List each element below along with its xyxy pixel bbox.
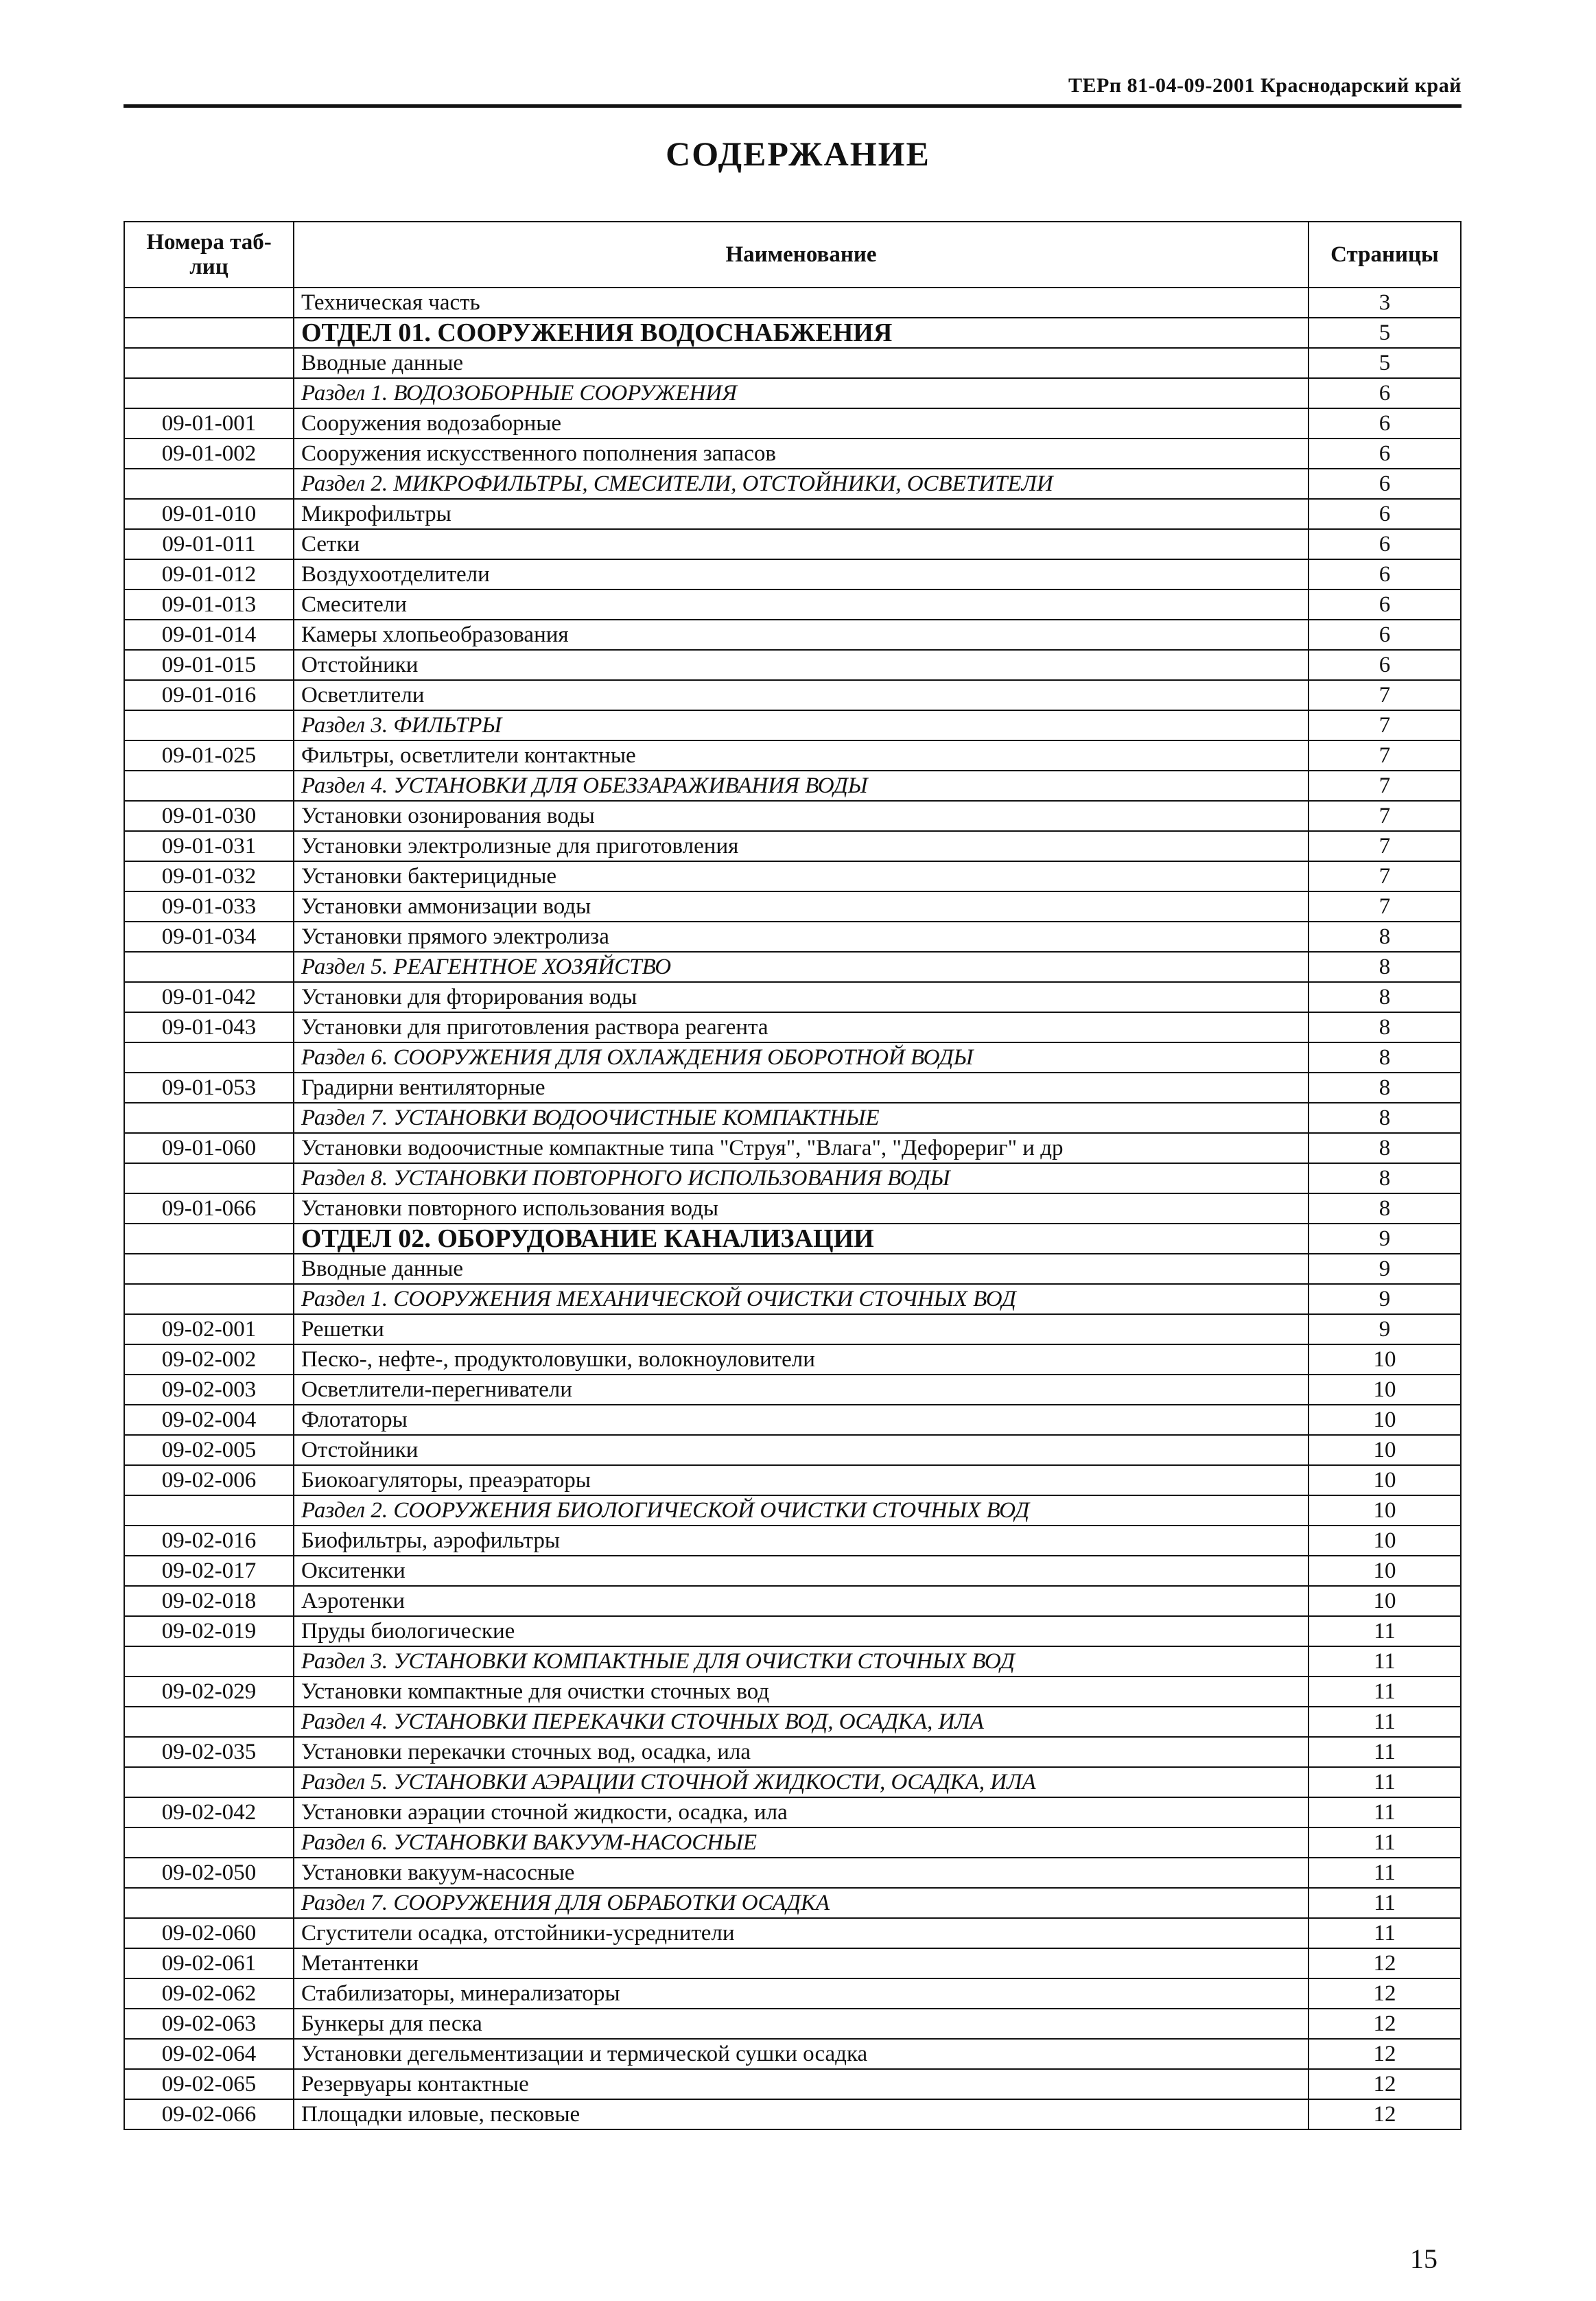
page-cell: 6 bbox=[1309, 589, 1461, 620]
table-number-cell bbox=[124, 469, 294, 499]
table-number-cell bbox=[124, 952, 294, 982]
page-cell: 5 bbox=[1309, 318, 1461, 348]
table-row bbox=[124, 529, 1461, 559]
name-cell: Микрофильтры bbox=[294, 499, 1309, 529]
table-number-cell bbox=[124, 1646, 294, 1677]
table-row bbox=[124, 1375, 1461, 1405]
name-cell: Установки дегельментизации и термической сушки осадка bbox=[294, 2039, 1309, 2069]
section-row bbox=[124, 1767, 1461, 1797]
section-row bbox=[124, 1888, 1461, 1918]
table-number-cell: 09-01-034 bbox=[124, 922, 294, 952]
name-cell: Раздел 1. ВОДОЗОБОРНЫЕ СООРУЖЕНИЯ bbox=[294, 378, 1309, 408]
page-cell: 9 bbox=[1309, 1284, 1461, 1314]
table-number-cell: 09-01-030 bbox=[124, 801, 294, 831]
table-row bbox=[124, 559, 1461, 589]
table-row bbox=[124, 1133, 1461, 1163]
page-cell: 8 bbox=[1309, 982, 1461, 1012]
column-header-name: Наименование bbox=[294, 222, 1309, 288]
table-number-cell: 09-02-001 bbox=[124, 1314, 294, 1344]
table-row bbox=[124, 589, 1461, 620]
name-cell: Окситенки bbox=[294, 1556, 1309, 1586]
name-cell: Техническая часть bbox=[294, 288, 1309, 318]
name-cell: Вводные данные bbox=[294, 1254, 1309, 1284]
name-cell: Сооружения водозаборные bbox=[294, 408, 1309, 439]
table-number-cell: 09-02-062 bbox=[124, 1978, 294, 2009]
table-number-cell: 09-01-060 bbox=[124, 1133, 294, 1163]
table-row bbox=[124, 1737, 1461, 1767]
table-row bbox=[124, 1465, 1461, 1495]
table-number-cell: 09-01-013 bbox=[124, 589, 294, 620]
name-cell: Флотаторы bbox=[294, 1405, 1309, 1435]
table-number-cell: 09-02-019 bbox=[124, 1616, 294, 1646]
name-cell: Осветлители-перегниватели bbox=[294, 1375, 1309, 1405]
name-cell: Раздел 4. УСТАНОВКИ ПЕРЕКАЧКИ СТОЧНЫХ ВОД, ОСАДКА, ИЛА bbox=[294, 1707, 1309, 1737]
section-row bbox=[124, 1495, 1461, 1526]
table-number-cell: 09-02-002 bbox=[124, 1344, 294, 1375]
name-cell: Раздел 4. УСТАНОВКИ ДЛЯ ОБЕЗЗАРАЖИВАНИЯ ВОДЫ bbox=[294, 771, 1309, 801]
table-row bbox=[124, 439, 1461, 469]
page-cell: 3 bbox=[1309, 288, 1461, 318]
table-row bbox=[124, 1526, 1461, 1556]
header-rule bbox=[124, 104, 1462, 108]
name-cell: Отстойники bbox=[294, 650, 1309, 680]
page-cell: 12 bbox=[1309, 2009, 1461, 2039]
contents-table-body bbox=[124, 288, 1461, 2129]
table-row bbox=[124, 831, 1461, 861]
page-number: 15 bbox=[1410, 2243, 1437, 2274]
table-number-cell: 09-01-015 bbox=[124, 650, 294, 680]
name-cell: Воздухоотделители bbox=[294, 559, 1309, 589]
section-row bbox=[124, 1707, 1461, 1737]
table-number-cell: 09-01-032 bbox=[124, 861, 294, 891]
page-cell: 10 bbox=[1309, 1375, 1461, 1405]
table-row bbox=[124, 1405, 1461, 1435]
table-number-cell: 09-02-060 bbox=[124, 1918, 294, 1948]
page-cell: 6 bbox=[1309, 529, 1461, 559]
table-row bbox=[124, 1677, 1461, 1707]
table-number-cell bbox=[124, 1224, 294, 1254]
name-cell: Раздел 2. СООРУЖЕНИЯ БИОЛОГИЧЕСКОЙ ОЧИСТКИ СТОЧНЫХ ВОД bbox=[294, 1495, 1309, 1526]
name-cell: Раздел 3. УСТАНОВКИ КОМПАКТНЫЕ ДЛЯ ОЧИСТКИ СТОЧНЫХ ВОД bbox=[294, 1646, 1309, 1677]
table-number-cell bbox=[124, 771, 294, 801]
name-cell: Раздел 7. УСТАНОВКИ ВОДООЧИСТНЫЕ КОМПАКТНЫЕ bbox=[294, 1103, 1309, 1133]
table-row bbox=[124, 408, 1461, 439]
page-cell: 7 bbox=[1309, 710, 1461, 740]
table-row bbox=[124, 2039, 1461, 2069]
page-cell: 10 bbox=[1309, 1586, 1461, 1616]
name-cell: Решетки bbox=[294, 1314, 1309, 1344]
page-cell: 5 bbox=[1309, 348, 1461, 378]
table-number-cell bbox=[124, 348, 294, 378]
name-cell: Установки для фторирования воды bbox=[294, 982, 1309, 1012]
table-row bbox=[124, 2009, 1461, 2039]
page-cell: 11 bbox=[1309, 1677, 1461, 1707]
page-cell: 8 bbox=[1309, 1042, 1461, 1073]
section-row bbox=[124, 771, 1461, 801]
name-cell: Установки аэрации сточной жидкости, осадка, ила bbox=[294, 1797, 1309, 1827]
table-number-cell bbox=[124, 1163, 294, 1193]
section-row bbox=[124, 1163, 1461, 1193]
page-cell: 8 bbox=[1309, 1012, 1461, 1042]
section-row bbox=[124, 469, 1461, 499]
name-cell: Раздел 3. ФИЛЬТРЫ bbox=[294, 710, 1309, 740]
table-number-cell: 09-01-066 bbox=[124, 1193, 294, 1224]
name-cell: Установки электролизные для приготовления bbox=[294, 831, 1309, 861]
page-cell: 8 bbox=[1309, 1193, 1461, 1224]
table-number-cell: 09-02-050 bbox=[124, 1858, 294, 1888]
name-cell: Раздел 2. МИКРОФИЛЬТРЫ, СМЕСИТЕЛИ, ОТСТОЙНИКИ, ОСВЕТИТЕЛИ bbox=[294, 469, 1309, 499]
name-cell: Фильтры, осветлители контактные bbox=[294, 740, 1309, 771]
name-cell: Установки водоочистные компактные типа "Струя", "Влага", "Дефорериг" и др bbox=[294, 1133, 1309, 1163]
table-row bbox=[124, 1193, 1461, 1224]
name-cell: ОТДЕЛ 02. ОБОРУДОВАНИЕ КАНАЛИЗАЦИИ bbox=[294, 1224, 1309, 1254]
name-cell: Пруды биологические bbox=[294, 1616, 1309, 1646]
page-cell: 11 bbox=[1309, 1707, 1461, 1737]
table-number-cell: 09-02-042 bbox=[124, 1797, 294, 1827]
table-row bbox=[124, 1586, 1461, 1616]
page-cell: 8 bbox=[1309, 1103, 1461, 1133]
page-cell: 10 bbox=[1309, 1465, 1461, 1495]
page-cell: 6 bbox=[1309, 499, 1461, 529]
table-number-cell bbox=[124, 1103, 294, 1133]
table-number-cell: 09-02-006 bbox=[124, 1465, 294, 1495]
name-cell: Смесители bbox=[294, 589, 1309, 620]
name-cell: Установки прямого электролиза bbox=[294, 922, 1309, 952]
page-cell: 8 bbox=[1309, 1073, 1461, 1103]
name-cell: Вводные данные bbox=[294, 348, 1309, 378]
name-cell: Сетки bbox=[294, 529, 1309, 559]
table-number-cell bbox=[124, 378, 294, 408]
section-row bbox=[124, 1103, 1461, 1133]
page-cell: 6 bbox=[1309, 559, 1461, 589]
name-cell: Установки бактерицидные bbox=[294, 861, 1309, 891]
page-cell: 6 bbox=[1309, 650, 1461, 680]
table-number-cell bbox=[124, 1888, 294, 1918]
page-cell: 7 bbox=[1309, 891, 1461, 922]
page-cell: 10 bbox=[1309, 1405, 1461, 1435]
name-cell: Сооружения искусственного пополнения запасов bbox=[294, 439, 1309, 469]
name-cell: Сгустители осадка, отстойники-усреднители bbox=[294, 1918, 1309, 1948]
name-cell: Установки компактные для очистки сточных вод bbox=[294, 1677, 1309, 1707]
page-cell: 8 bbox=[1309, 1133, 1461, 1163]
table-number-cell: 09-02-003 bbox=[124, 1375, 294, 1405]
table-row bbox=[124, 1616, 1461, 1646]
table-row bbox=[124, 982, 1461, 1012]
name-cell: Раздел 7. СООРУЖЕНИЯ ДЛЯ ОБРАБОТКИ ОСАДКА bbox=[294, 1888, 1309, 1918]
table-row bbox=[124, 499, 1461, 529]
table-number-cell: 09-01-053 bbox=[124, 1073, 294, 1103]
table-number-cell: 09-02-017 bbox=[124, 1556, 294, 1586]
page-cell: 11 bbox=[1309, 1827, 1461, 1858]
section-row bbox=[124, 710, 1461, 740]
table-number-cell bbox=[124, 318, 294, 348]
table-number-cell bbox=[124, 1827, 294, 1858]
table-row bbox=[124, 2069, 1461, 2099]
table-row bbox=[124, 1344, 1461, 1375]
section-row bbox=[124, 378, 1461, 408]
table-number-cell: 09-01-031 bbox=[124, 831, 294, 861]
table-row bbox=[124, 620, 1461, 650]
page-cell: 11 bbox=[1309, 1888, 1461, 1918]
page-cell: 8 bbox=[1309, 1163, 1461, 1193]
table-row bbox=[124, 1797, 1461, 1827]
table-number-cell: 09-02-035 bbox=[124, 1737, 294, 1767]
page-cell: 6 bbox=[1309, 408, 1461, 439]
name-cell: ОТДЕЛ 01. СООРУЖЕНИЯ ВОДОСНАБЖЕНИЯ bbox=[294, 318, 1309, 348]
name-cell: Раздел 8. УСТАНОВКИ ПОВТОРНОГО ИСПОЛЬЗОВАНИЯ ВОДЫ bbox=[294, 1163, 1309, 1193]
name-cell: Раздел 6. УСТАНОВКИ ВАКУУМ-НАСОСНЫЕ bbox=[294, 1827, 1309, 1858]
name-cell: Раздел 5. УСТАНОВКИ АЭРАЦИИ СТОЧНОЙ ЖИДКОСТИ, ОСАДКА, ИЛА bbox=[294, 1767, 1309, 1797]
table-number-cell: 09-01-010 bbox=[124, 499, 294, 529]
table-row bbox=[124, 1858, 1461, 1888]
page-cell: 10 bbox=[1309, 1344, 1461, 1375]
page-cell: 12 bbox=[1309, 1978, 1461, 2009]
page-cell: 10 bbox=[1309, 1495, 1461, 1526]
table-row bbox=[124, 1073, 1461, 1103]
table-number-cell: 09-01-042 bbox=[124, 982, 294, 1012]
department-row bbox=[124, 318, 1461, 348]
page-cell: 10 bbox=[1309, 1556, 1461, 1586]
column-header-pages: Страницы bbox=[1309, 222, 1461, 288]
name-cell: Раздел 1. СООРУЖЕНИЯ МЕХАНИЧЕСКОЙ ОЧИСТКИ СТОЧНЫХ ВОД bbox=[294, 1284, 1309, 1314]
table-number-cell: 09-01-033 bbox=[124, 891, 294, 922]
table-number-cell: 09-02-016 bbox=[124, 1526, 294, 1556]
table-row bbox=[124, 891, 1461, 922]
table-number-cell bbox=[124, 288, 294, 318]
page-cell: 7 bbox=[1309, 740, 1461, 771]
table-number-cell: 09-02-066 bbox=[124, 2099, 294, 2129]
name-cell: Биокоагуляторы, преаэраторы bbox=[294, 1465, 1309, 1495]
page-cell: 10 bbox=[1309, 1435, 1461, 1465]
page-cell: 8 bbox=[1309, 922, 1461, 952]
name-cell: Установки повторного использования воды bbox=[294, 1193, 1309, 1224]
table-number-cell: 09-01-016 bbox=[124, 680, 294, 710]
table-number-cell: 09-02-005 bbox=[124, 1435, 294, 1465]
section-row bbox=[124, 952, 1461, 982]
table-row bbox=[124, 1948, 1461, 1978]
table-number-cell bbox=[124, 1707, 294, 1737]
table-number-cell: 09-02-063 bbox=[124, 2009, 294, 2039]
table-row bbox=[124, 740, 1461, 771]
table-row bbox=[124, 922, 1461, 952]
table-number-cell bbox=[124, 1042, 294, 1073]
page-cell: 7 bbox=[1309, 831, 1461, 861]
name-cell: Установки озонирования воды bbox=[294, 801, 1309, 831]
contents-table bbox=[124, 221, 1462, 2130]
table-row bbox=[124, 1435, 1461, 1465]
name-cell: Бункеры для песка bbox=[294, 2009, 1309, 2039]
page-cell: 7 bbox=[1309, 801, 1461, 831]
table-row bbox=[124, 1254, 1461, 1284]
name-cell: Аэротенки bbox=[294, 1586, 1309, 1616]
table-number-cell bbox=[124, 1254, 294, 1284]
page-cell: 9 bbox=[1309, 1224, 1461, 1254]
table-number-cell: 09-02-029 bbox=[124, 1677, 294, 1707]
table-row bbox=[124, 861, 1461, 891]
page-cell: 12 bbox=[1309, 2039, 1461, 2069]
page-cell: 6 bbox=[1309, 439, 1461, 469]
page-cell: 6 bbox=[1309, 378, 1461, 408]
column-header-table-numbers: Номера таб- лиц bbox=[124, 222, 294, 288]
table-number-cell: 09-01-011 bbox=[124, 529, 294, 559]
table-number-cell: 09-01-043 bbox=[124, 1012, 294, 1042]
table-number-cell: 09-02-065 bbox=[124, 2069, 294, 2099]
name-cell: Песко-, нефте-, продуктоловушки, волокноуловители bbox=[294, 1344, 1309, 1375]
table-number-cell bbox=[124, 1767, 294, 1797]
table-header-row bbox=[124, 222, 1461, 288]
page-cell: 11 bbox=[1309, 1616, 1461, 1646]
name-cell: Метантенки bbox=[294, 1948, 1309, 1978]
table-number-cell bbox=[124, 710, 294, 740]
section-row bbox=[124, 1042, 1461, 1073]
page-cell: 12 bbox=[1309, 1948, 1461, 1978]
page-title: СОДЕРЖАНИЕ bbox=[666, 135, 930, 173]
table-number-cell bbox=[124, 1495, 294, 1526]
name-cell: Стабилизаторы, минерализаторы bbox=[294, 1978, 1309, 2009]
table-number-cell: 09-02-018 bbox=[124, 1586, 294, 1616]
page-cell: 12 bbox=[1309, 2069, 1461, 2099]
table-number-cell: 09-02-004 bbox=[124, 1405, 294, 1435]
table-number-cell bbox=[124, 1284, 294, 1314]
table-number-cell: 09-01-001 bbox=[124, 408, 294, 439]
table-row bbox=[124, 1556, 1461, 1586]
section-row bbox=[124, 1646, 1461, 1677]
table-row bbox=[124, 288, 1461, 318]
page-cell: 11 bbox=[1309, 1797, 1461, 1827]
document-reference: ТЕРп 81-04-09-2001 Краснодарский край bbox=[1068, 74, 1462, 97]
table-row bbox=[124, 1918, 1461, 1948]
table-row bbox=[124, 348, 1461, 378]
page-cell: 11 bbox=[1309, 1646, 1461, 1677]
page-cell: 10 bbox=[1309, 1526, 1461, 1556]
table-row bbox=[124, 650, 1461, 680]
page-cell: 7 bbox=[1309, 680, 1461, 710]
name-cell: Отстойники bbox=[294, 1435, 1309, 1465]
name-cell: Камеры хлопьеобразования bbox=[294, 620, 1309, 650]
page-cell: 11 bbox=[1309, 1767, 1461, 1797]
page-cell: 7 bbox=[1309, 771, 1461, 801]
name-cell: Осветлители bbox=[294, 680, 1309, 710]
table-row bbox=[124, 801, 1461, 831]
page-cell: 6 bbox=[1309, 469, 1461, 499]
page-cell: 11 bbox=[1309, 1918, 1461, 1948]
page-cell: 9 bbox=[1309, 1254, 1461, 1284]
table-row bbox=[124, 680, 1461, 710]
table-number-cell: 09-01-012 bbox=[124, 559, 294, 589]
page-cell: 6 bbox=[1309, 620, 1461, 650]
page-cell: 7 bbox=[1309, 861, 1461, 891]
name-cell: Установки аммонизации воды bbox=[294, 891, 1309, 922]
department-row bbox=[124, 1224, 1461, 1254]
name-cell: Установки вакуум-насосные bbox=[294, 1858, 1309, 1888]
page-cell: 12 bbox=[1309, 2099, 1461, 2129]
table-number-cell: 09-01-025 bbox=[124, 740, 294, 771]
name-cell: Градирни вентиляторные bbox=[294, 1073, 1309, 1103]
name-cell: Установки для приготовления раствора реагента bbox=[294, 1012, 1309, 1042]
page-cell: 9 bbox=[1309, 1314, 1461, 1344]
name-cell: Раздел 6. СООРУЖЕНИЯ ДЛЯ ОХЛАЖДЕНИЯ ОБОРОТНОЙ ВОДЫ bbox=[294, 1042, 1309, 1073]
name-cell: Площадки иловые, песковые bbox=[294, 2099, 1309, 2129]
table-number-cell: 09-01-014 bbox=[124, 620, 294, 650]
table-number-cell: 09-02-061 bbox=[124, 1948, 294, 1978]
section-row bbox=[124, 1827, 1461, 1858]
table-row bbox=[124, 1314, 1461, 1344]
table-number-cell: 09-02-064 bbox=[124, 2039, 294, 2069]
table-row bbox=[124, 2099, 1461, 2129]
table-row bbox=[124, 1012, 1461, 1042]
name-cell: Биофильтры, аэрофильтры bbox=[294, 1526, 1309, 1556]
table-number-cell: 09-01-002 bbox=[124, 439, 294, 469]
name-cell: Раздел 5. РЕАГЕНТНОЕ ХОЗЯЙСТВО bbox=[294, 952, 1309, 982]
section-row bbox=[124, 1284, 1461, 1314]
page-cell: 8 bbox=[1309, 952, 1461, 982]
name-cell: Резервуары контактные bbox=[294, 2069, 1309, 2099]
page-cell: 11 bbox=[1309, 1858, 1461, 1888]
name-cell: Установки перекачки сточных вод, осадка, ила bbox=[294, 1737, 1309, 1767]
page-cell: 11 bbox=[1309, 1737, 1461, 1767]
table-row bbox=[124, 1978, 1461, 2009]
